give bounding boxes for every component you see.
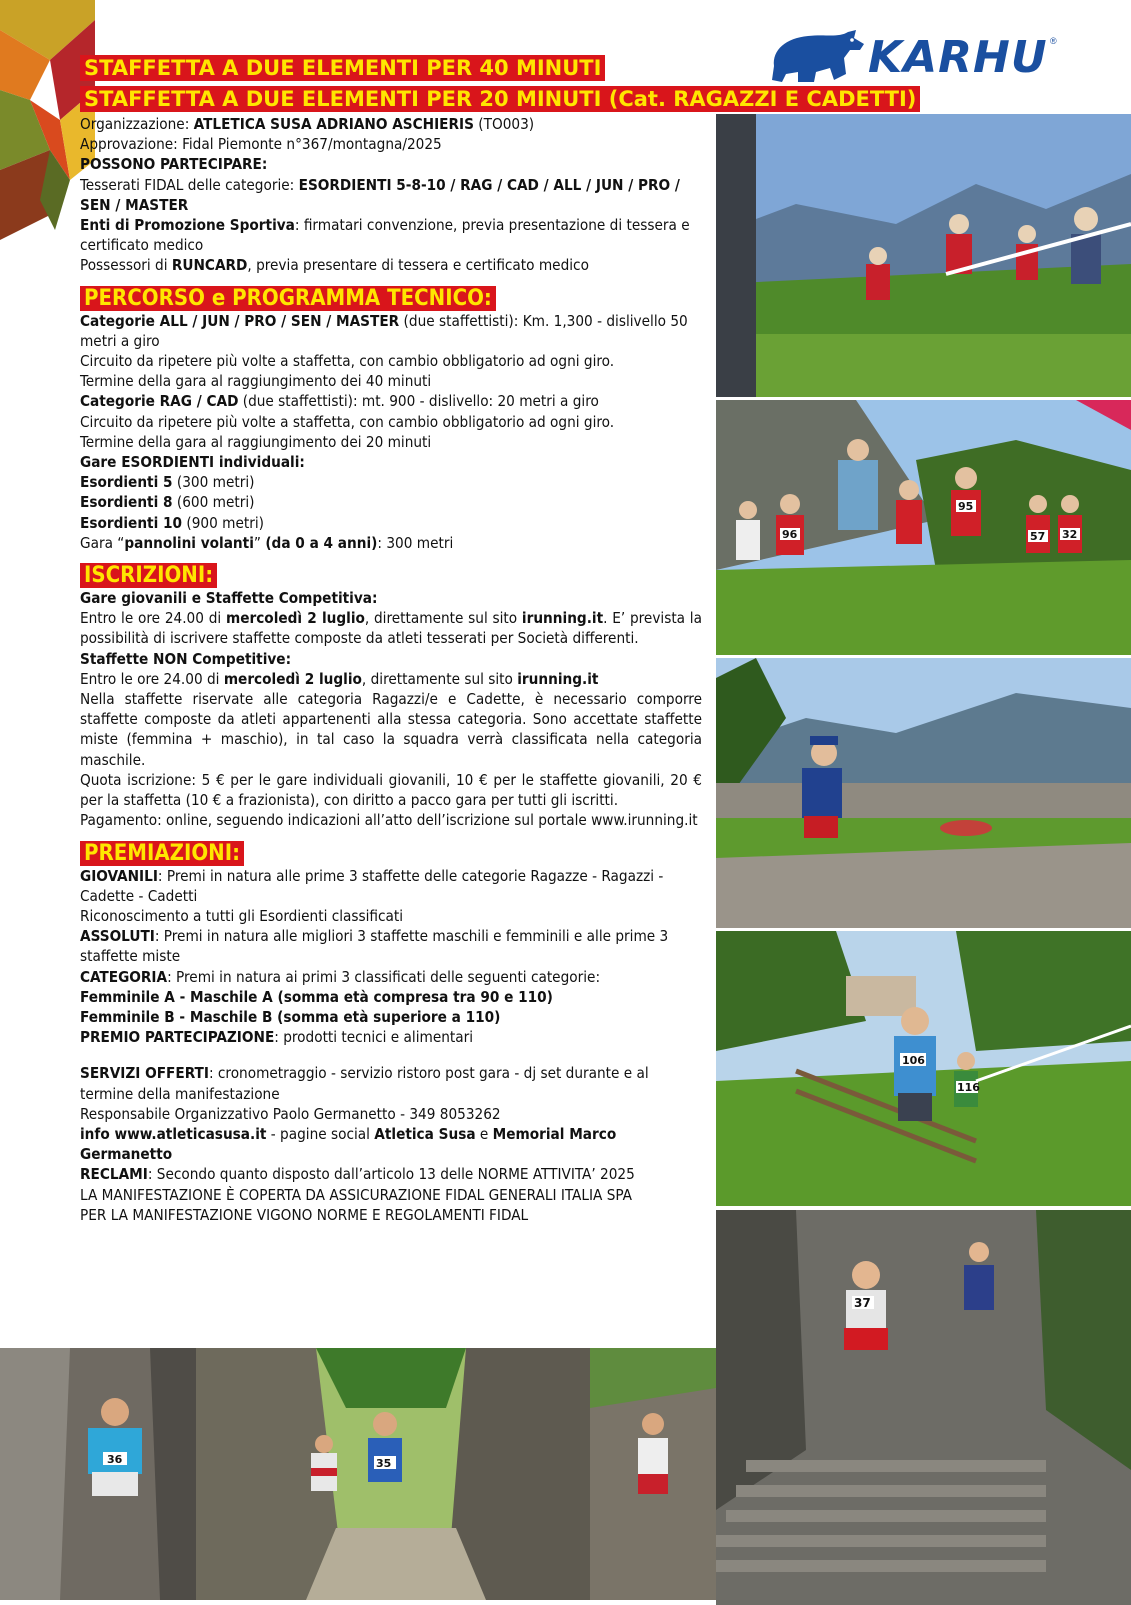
prize-category-b: Femminile B - Maschile B (somma età superiore a 110) [80, 1007, 501, 1026]
brand-name: KARHU [868, 32, 1048, 83]
registered-mark: ® [1050, 36, 1057, 46]
bib-36: 36 [107, 1453, 123, 1466]
photo-children-race-start [716, 114, 1131, 397]
esordienti-heading: Gare ESORDIENTI individuali: [80, 453, 305, 472]
title-20-minutes: STAFFETTA A DUE ELEMENTI PER 20 MINUTI (Cat. RAGAZZI E CADETTI) [80, 86, 920, 112]
insurance-line: LA MANIFESTAZIONE È COPERTA DA ASSICURAZIONE FIDAL GENERALI ITALIA SPA [80, 1185, 632, 1204]
services-line: SERVIZI OFFERTI: cronometraggio - servizio ristoro post gara - dj set durante e al termine della manifestazione [80, 1064, 649, 1103]
competitive-heading: Gare giovanili e Staffette Competitiva: [80, 589, 378, 608]
prize-giovanili: GIOVANILI: Premi in natura alle prime 3 staffette delle categorie Ragazze - Ragazzi - Cadette - Cadetti [80, 866, 664, 905]
bear-icon [768, 28, 866, 84]
cat2-line: Categorie RAG / CAD (due staffettisti): mt. 900 - dislivello: 20 metri a giro [80, 392, 599, 411]
bib-96: 96 [782, 528, 798, 541]
complaints-line: RECLAMI: Secondo quanto disposto dall’articolo 13 delle NORME ATTIVITA’ 2025 [80, 1165, 635, 1184]
bib-37: 37 [854, 1296, 871, 1310]
prize-esordienti: Riconoscimento a tutti gli Esordienti classificati [80, 906, 404, 925]
cat1-end: Termine della gara al raggiungimento dei 40 minuti [80, 372, 432, 391]
organizer-contact: Responsabile Organizzativo Paolo Germanetto - 349 8053262 [80, 1104, 501, 1123]
photo-runner-wall [590, 1348, 716, 1600]
regulations-line: PER LA MANIFESTAZIONE VIGONO NORME E REGOLAMENTI FIDAL [80, 1205, 529, 1224]
section-percorso-heading: PERCORSO e PROGRAMMA TECNICO: [80, 286, 496, 311]
esordienti-5: Esordienti 5 (300 metri) [80, 473, 255, 492]
prize-assoluti: ASSOLUTI: Premi in natura alle migliori 3 staffette maschili e femminili e alle prime 3 staffette miste [80, 927, 669, 966]
bib-35: 35 [376, 1457, 392, 1470]
prize-category-a: Femminile A - Maschile A (somma età compresa tra 90 e 110) [80, 987, 553, 1006]
pannolini-line: Gara “pannolini volanti” (da 0 a 4 anni): 300 metri [80, 533, 454, 552]
prize-partecipazione: PREMIO PARTECIPAZIONE: prodotti tecnici e alimentari [80, 1028, 474, 1047]
cat1-line: Categorie ALL / JUN / PRO / SEN / MASTER (due staffettisti): Km. 1,300 - dislivello 50 metri a giro [80, 311, 688, 350]
photo-girl-descending-stairs [716, 1210, 1131, 1605]
esordienti-8: Esordienti 8 (600 metri) [80, 493, 255, 512]
photo-boy-running-path [716, 658, 1131, 928]
cat2-end: Termine della gara al raggiungimento dei 20 minuti [80, 432, 432, 451]
bib-106: 106 [902, 1054, 925, 1067]
photo-girl-running-fence [716, 931, 1131, 1206]
bib-57: 57 [1030, 530, 1046, 543]
photo-runners-stone-path [196, 1348, 590, 1600]
fidal-categories: Tesserati FIDAL delle categorie: ESORDIENTI 5-8-10 / RAG / CAD / ALL / JUN / PRO / SEN / MASTER [80, 175, 680, 214]
eps-line: Enti di Promozione Sportiva: firmatari convenzione, previa presentazione di tessera e certificato medico [80, 216, 690, 255]
photo-kids-running-lawn [716, 400, 1131, 655]
karhu-logo [768, 28, 1068, 88]
approval-line: Approvazione: Fidal Piemonte n°367/montagna/2025 [80, 135, 442, 154]
bib-116: 116 [957, 1081, 980, 1094]
section-iscrizioni-heading: ISCRIZIONI: [80, 563, 217, 588]
relay-rules: Nella staffette riservate alle categoria Ragazzi/e e Cadette, è necessario comporre staffette composte da atleti appartenenti alla stessa categoria. Sono accettate staffette miste (femmina + maschio), in tal caso la squadra verrà classificata nella categoria maschile. [80, 690, 702, 769]
noncompetitive-heading: Staffette NON Competitive: [80, 649, 292, 668]
bib-32: 32 [1062, 528, 1078, 541]
bib-95: 95 [958, 500, 974, 513]
registration-fee: Quota iscrizione: 5 € per le gare individuali giovanili, 10 € per le staffette giovanili, 20 € per la staffetta (10 € a frazionista), con diritto a pacco gara per tutti gli iscritti. [80, 770, 702, 810]
photo-runner-alley [0, 1348, 196, 1600]
prize-categoria: CATEGORIA: Premi in natura ai primi 3 classificati delle seguenti categorie: [80, 967, 601, 986]
cat2-circuit: Circuito da ripetere più volte a staffetta, con cambio obbligatorio ad ogni giro. [80, 412, 615, 431]
esordienti-10: Esordienti 10 (900 metri) [80, 513, 264, 532]
payment-info: Pagamento: online, seguendo indicazioni all’atto dell’iscrizione sul portale www.irunning.it [80, 811, 698, 830]
main-text-column [80, 114, 702, 1225]
title-40-minutes: STAFFETTA A DUE ELEMENTI PER 40 MINUTI [80, 55, 605, 81]
runcard-line: Possessori di RUNCARD, previa presentare di tessera e certificato medico [80, 256, 589, 275]
section-premiazioni-heading: PREMIAZIONI: [80, 841, 244, 866]
noncompetitive-text: Entro le ore 24.00 di mercoledì 2 luglio, direttamente sul sito irunning.it [80, 669, 599, 688]
organization-line: Organizzazione: ATLETICA SUSA ADRIANO ASCHIERIS (TO003) [80, 115, 535, 133]
participants-heading: POSSONO PARTECIPARE: [80, 155, 268, 174]
cat1-circuit: Circuito da ripetere più volte a staffetta, con cambio obbligatorio ad ogni giro. [80, 352, 615, 371]
competitive-text: Entro le ore 24.00 di mercoledì 2 luglio, direttamente sul sito irunning.it. E’ prevista la possibilità di iscrivere staffette composte da atleti tesserati per Società differenti. [80, 609, 702, 648]
info-social-line: info www.atleticasusa.it - pagine social Atletica Susa e Memorial Marco Germanetto [80, 1124, 617, 1164]
